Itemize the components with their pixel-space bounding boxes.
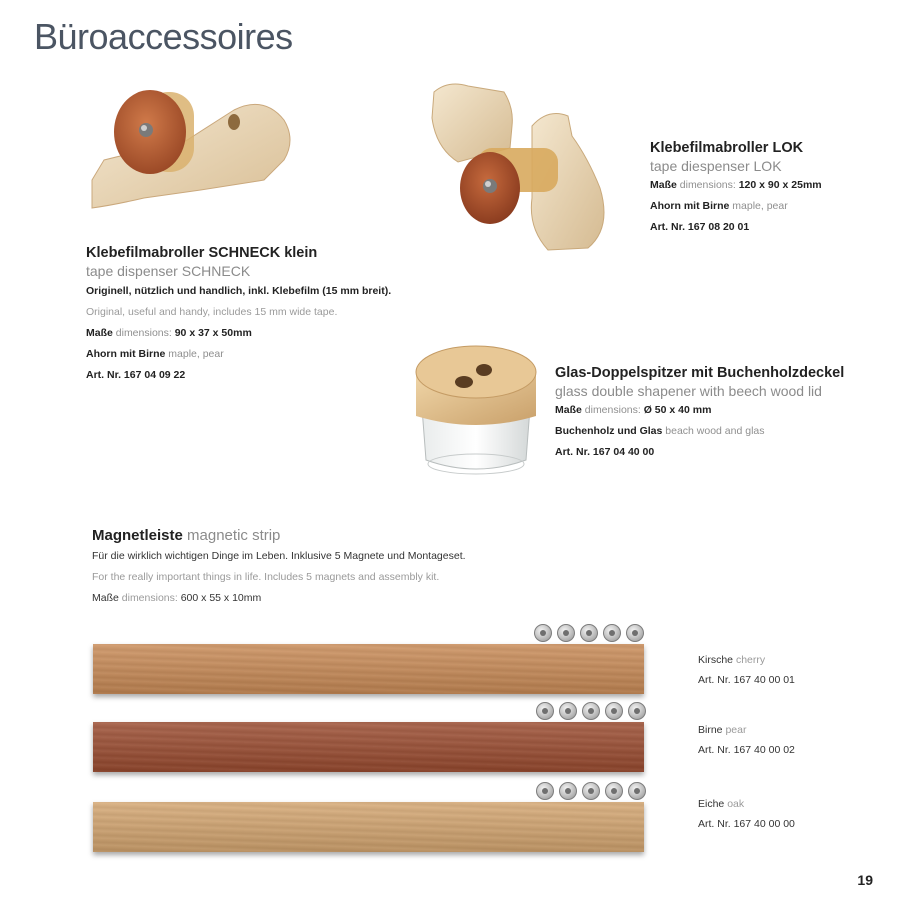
magnet-icon <box>582 782 600 800</box>
variant-cherry <box>698 650 795 690</box>
lok-title: Klebefilmabroller LOK <box>650 140 804 156</box>
variant-pear-art-nr: Art. Nr. 167 40 00 02 <box>698 744 795 756</box>
train-dispenser-image <box>428 78 628 256</box>
schneck-title: Klebefilmabroller SCHNECK klein <box>86 245 318 261</box>
magnetleiste-text <box>92 527 466 609</box>
magnet-icon <box>534 624 552 642</box>
schneck-text <box>86 245 391 386</box>
magnet-icon <box>557 624 575 642</box>
page-number: 19 <box>857 872 873 888</box>
magnet-set <box>536 782 646 800</box>
glass-sharpener-image <box>410 338 542 478</box>
lok-dimensions: Maße dimensions: 120 x 90 x 25mm <box>650 179 822 191</box>
magnet-icon <box>582 702 600 720</box>
variant-oak-art-nr: Art. Nr. 167 40 00 00 <box>698 818 795 830</box>
wood-strip-oak <box>93 802 644 852</box>
magnet-icon <box>536 782 554 800</box>
variant-oak <box>698 794 795 834</box>
magnetleiste-title: Magnetleiste magnetic strip <box>92 527 281 544</box>
variant-oak-name: Eiche oak <box>698 798 745 810</box>
magnetleiste-dimensions: Maße dimensions: 600 x 55 x 10mm <box>92 592 262 604</box>
variant-cherry-art-nr: Art. Nr. 167 40 00 01 <box>698 674 795 686</box>
wood-strip-pear <box>93 722 644 772</box>
variant-cherry-name: Kirsche cherry <box>698 654 766 666</box>
spitzer-dimensions: Maße dimensions: Ø 50 x 40 mm <box>555 404 712 416</box>
lok-art-nr: Art. Nr. 167 08 20 01 <box>650 221 750 233</box>
magnetleiste-desc-en: For the really important things in life. Includes 5 magnets and assembly kit. <box>92 571 440 583</box>
schneck-art-nr: Art. Nr. 167 04 09 22 <box>86 369 186 381</box>
spitzer-material: Buchenholz und Glas beach wood and glas <box>555 425 765 437</box>
schneck-material: Ahorn mit Birne maple, pear <box>86 348 224 360</box>
magnet-set <box>534 624 644 642</box>
magnet-icon <box>536 702 554 720</box>
magnetleiste-desc-de: Für die wirklich wichtigen Dinge im Leben. Inklusive 5 Magnete und Montageset. <box>92 550 466 562</box>
magnet-icon <box>628 702 646 720</box>
spitzer-title: Glas-Doppelspitzer mit Buchenholzdeckel <box>555 365 845 381</box>
magnet-icon <box>603 624 621 642</box>
magnet-icon <box>605 782 623 800</box>
variant-pear-name: Birne pear <box>698 724 747 736</box>
magnet-icon <box>580 624 598 642</box>
snail-dispenser-image <box>84 80 304 220</box>
magnet-icon <box>605 702 623 720</box>
magnet-icon <box>626 624 644 642</box>
magnet-icon <box>559 702 577 720</box>
page-title: Büroaccessoires <box>34 16 293 57</box>
wood-strip-cherry <box>93 644 644 694</box>
spitzer-art-nr: Art. Nr. 167 04 40 00 <box>555 446 655 458</box>
schneck-desc-en: Original, useful and handy, includes 15 mm wide tape. <box>86 306 338 318</box>
lok-subtitle: tape diespenser LOK <box>650 158 782 174</box>
magnet-icon <box>628 782 646 800</box>
lok-material: Ahorn mit Birne maple, pear <box>650 200 788 212</box>
schneck-subtitle: tape dispenser SCHNECK <box>86 263 251 279</box>
lok-text <box>650 140 822 238</box>
magnet-set <box>536 702 646 720</box>
schneck-dimensions: Maße dimensions: 90 x 37 x 50mm <box>86 327 252 339</box>
spitzer-subtitle: glass double shapener with beech wood lid <box>555 383 822 399</box>
magnet-icon <box>559 782 577 800</box>
schneck-desc-de: Originell, nützlich und handlich, inkl. Klebefilm (15 mm breit). <box>86 285 392 297</box>
spitzer-text <box>555 365 844 463</box>
variant-pear <box>698 720 795 760</box>
